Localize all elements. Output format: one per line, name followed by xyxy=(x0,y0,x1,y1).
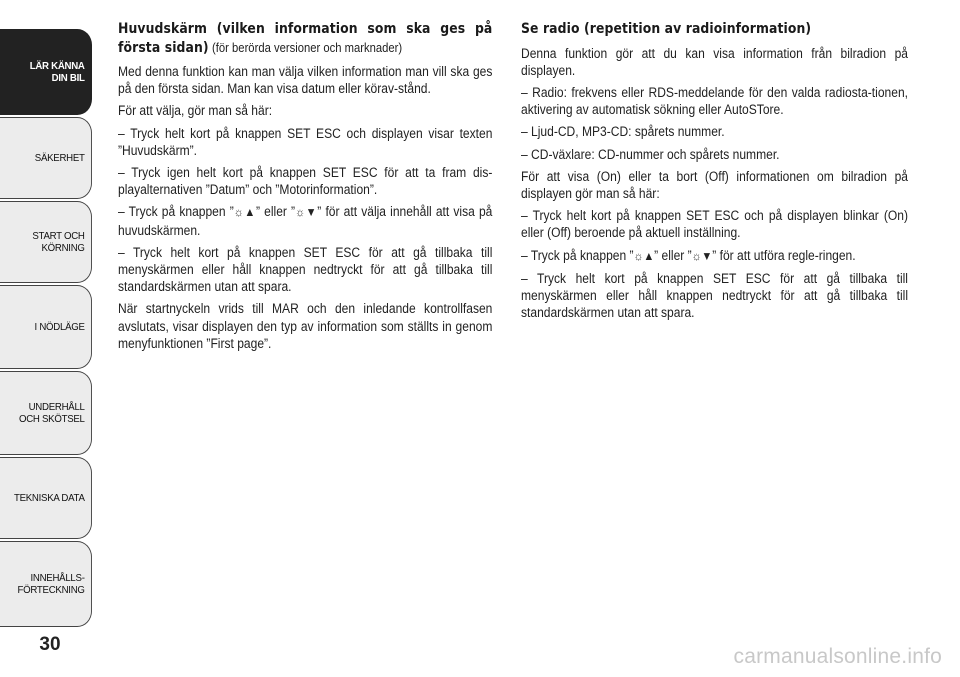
tab-innehallsforteckning[interactable] xyxy=(0,541,92,627)
paragraph-arrow-keys xyxy=(521,247,908,265)
paragraph: När startnyckeln vrids till MAR och den inledande kontrollfasen avslutats, visar displayen den typ av information som ställts in genom menyfunktionen ”First page”. xyxy=(118,301,493,351)
section-heading-huvudskarm: Huvudskärm (vilken information som ska ges på första sidan) xyxy=(118,21,493,56)
page-number: 30 xyxy=(39,634,61,655)
paragraph: Med denna funktion kan man välja vilken information man vill ska ges på den första sidan. Man kan visa datum eller körav-stånd. xyxy=(118,64,493,97)
down-arrow-glyph: ▼ xyxy=(701,248,713,263)
text-fragment: ” eller ” xyxy=(654,247,692,263)
paragraph: – Tryck helt kort på knappen SET ESC för att gå tillbaka till menyskärmen eller håll knappen nedtryckt för att gå tillbaka till standardskärmen utan att spara. xyxy=(521,270,908,321)
light-up-arrow-icon: ☼▲ xyxy=(233,205,256,220)
tab-label-line: LÄR KÄNNA xyxy=(29,60,85,72)
paragraph: – Tryck helt kort på knappen SET ESC för att gå tillbaka till menyskärmen eller håll knappen nedtryckt för att gå tillbaka till standardskärmen utan att spara. xyxy=(118,244,493,295)
chapter-tabs xyxy=(0,0,102,640)
right-column xyxy=(521,20,908,326)
tab-label-line: START OCH xyxy=(32,230,85,242)
tab-label-line: KÖRNING xyxy=(41,242,85,254)
tab-tekniska-data[interactable] xyxy=(0,457,92,539)
paragraph: – Radio: frekvens eller RDS-meddelande för den valda radiosta-tionen, aktivering av automatisk sökning eller AutoSTore. xyxy=(521,84,908,118)
text-fragment: ” för att välja innehåll att visa på huvudskärmen. xyxy=(118,204,493,238)
paragraph: För att visa (On) eller ta bort (Off) informationen om bilradion på displayen gör man så här: xyxy=(521,168,908,201)
tab-label-line: UNDERHÅLL xyxy=(28,401,85,413)
text-fragment: – Tryck på knappen ” xyxy=(521,247,634,263)
section-heading-se-radio: Se radio (repetition av radioinformation) xyxy=(521,21,812,37)
text-fragment: ” för att utföra regle-ringen. xyxy=(712,247,856,263)
light-down-arrow-icon: ☼▼ xyxy=(295,205,318,220)
tab-sakerhet[interactable] xyxy=(0,117,92,199)
text-fragment: – Tryck på knappen ” xyxy=(118,204,234,220)
light-up-arrow-icon: ☼▲ xyxy=(633,248,655,263)
tab-label-line: INNEHÅLLS- xyxy=(30,572,85,584)
paragraph: – Tryck igen helt kort på knappen SET ESC för att ta fram dis-playalternativen ”Datum” och ”Motorinformation”. xyxy=(118,165,493,198)
tab-i-nodlage[interactable] xyxy=(0,285,92,369)
down-arrow-glyph: ▼ xyxy=(304,205,318,220)
paragraph: – Tryck helt kort på knappen SET ESC och displayen visar texten ”Huvudskärm”. xyxy=(118,125,493,158)
tab-label-line: I NÖDLÄGE xyxy=(34,321,85,333)
tab-label-line: OCH SKÖTSEL xyxy=(18,413,85,425)
paragraph: För att välja, gör man så här: xyxy=(118,103,273,119)
watermark: carmanualsonline.info xyxy=(733,645,942,668)
paragraph: – CD-växlare: CD-nummer och spårets nummer. xyxy=(521,146,780,162)
heading-note: (för berörda versioner och marknader) xyxy=(212,40,403,55)
paragraph: – Ljud-CD, MP3-CD: spårets nummer. xyxy=(521,124,725,140)
tab-label-line: SÄKERHET xyxy=(34,152,85,164)
paragraph: – Tryck helt kort på knappen SET ESC och på displayen blinkar (On) eller (Off) beroende på aktuell inställning. xyxy=(521,208,908,241)
tab-label-line: FÖRTECKNING xyxy=(17,584,85,596)
up-arrow-glyph: ▲ xyxy=(643,248,655,263)
tab-underhall-och-skotsel[interactable] xyxy=(0,371,92,455)
paragraph-arrow-keys xyxy=(118,203,492,238)
tab-label-line: TEKNISKA DATA xyxy=(13,492,85,504)
tab-start-och-korning[interactable] xyxy=(0,201,92,283)
text-fragment: ” eller ” xyxy=(255,204,296,220)
left-column xyxy=(118,20,492,357)
up-arrow-glyph: ▲ xyxy=(243,205,256,220)
paragraph: Denna funktion gör att du kan visa information från bilradion på displayen. xyxy=(521,45,908,78)
light-down-arrow-icon: ☼▼ xyxy=(691,248,713,263)
tab-label-line: DIN BIL xyxy=(51,72,85,84)
tab-lar-kanna-din-bil[interactable] xyxy=(0,29,92,115)
